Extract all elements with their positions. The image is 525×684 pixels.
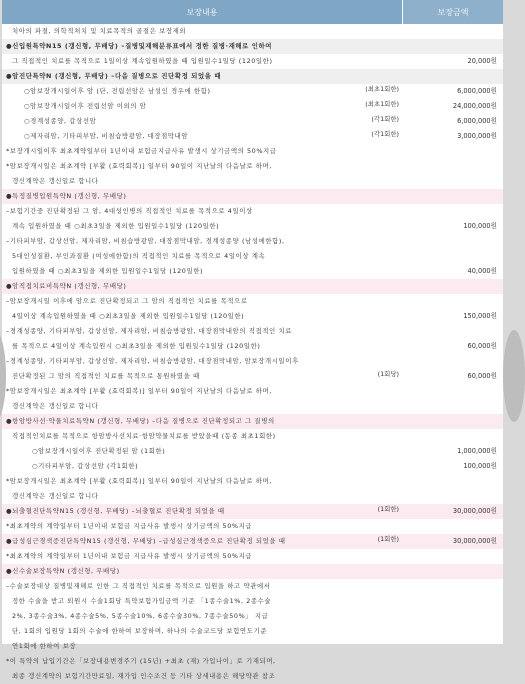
- table-row: [2, 99, 503, 114]
- row-content: ○암보장개시일이후 전립선암 이외의 암: [24, 102, 147, 110]
- row-amount: [402, 279, 503, 294]
- row-content: –경계성종양, 기타피부암, 갑상선암, 제자리암, 비침습방광암, 대장점막내암의 직접적인 치료: [6, 327, 292, 335]
- row-amount: [402, 519, 503, 534]
- row-amount: 30,000,000원: [402, 534, 503, 549]
- row-content: –수술보장대상 질병및재해로 인한 그 직접적인 치료를 목적으로 입원을 하고 약관에서: [6, 582, 271, 590]
- table-row: [2, 369, 503, 384]
- table-row: [2, 54, 503, 69]
- row-limit-note: (각1회한): [371, 115, 399, 123]
- table-row: [2, 489, 503, 504]
- table-row: [2, 69, 503, 84]
- row-amount: 1,000,000원: [457, 447, 497, 455]
- table-row: [2, 579, 503, 594]
- table-row: [2, 129, 503, 144]
- table-row: [2, 114, 503, 129]
- row-amount: [402, 639, 503, 654]
- table-row: [2, 594, 503, 609]
- row-amount: [402, 189, 503, 204]
- document-frame: [2, 0, 503, 680]
- coverage-table-body: [2, 24, 503, 684]
- row-content: ○암보장개시일이후 진단확정된 암 (1회한): [32, 447, 166, 455]
- row-content: ●특정질병입원특약N (갱신형, 무배당): [2, 189, 402, 204]
- row-content: *암보장개시일은 최초계약 [부활 (효력회복)] 일부터 90일이 지난날의 다음날로 하며,: [6, 162, 272, 170]
- row-limit-note: (1회한): [377, 535, 399, 543]
- row-amount: [402, 669, 503, 684]
- table-row: [2, 309, 503, 324]
- row-amount: [402, 429, 503, 444]
- table-row: [2, 39, 503, 54]
- row-content: *암보장개시일은 최초계약 [부활 (효력회복)] 일부터 90일이 지난날의 다음날로 하며,: [6, 477, 272, 485]
- row-content: 계속 입원하였을 때 ○최초3일을 제외한 입원일수1일당 (120일한): [12, 222, 220, 230]
- row-amount: [402, 249, 503, 264]
- row-limit-note: (1회한): [377, 505, 399, 513]
- row-content: ●신수술보장특약N (갱신형, 무배당): [2, 564, 402, 579]
- table-row: [2, 144, 503, 159]
- row-amount: [402, 609, 503, 624]
- row-content: 최종 갱신계약의 보험기간만료일, 재가입 인수조건 등 기타 상세내용은 해당약관 참조: [12, 672, 276, 680]
- row-limit-note: (1회당): [377, 370, 399, 378]
- row-amount: 60,000원: [467, 342, 497, 350]
- next-page-arrow[interactable]: [503, 330, 525, 422]
- table-row: [2, 609, 503, 624]
- table-row: [2, 399, 503, 414]
- row-content: 입원하였을 때 ○최초3일을 제외한 입원일수1일당 (120일한): [12, 267, 204, 275]
- row-content: ○기타피부암, 갑상선암 (각1회한): [32, 462, 139, 470]
- row-content: *암보장개시일은 최초계약 [부활 (효력회복)] 일부터 90일이 지난날의 다음날로 하며,: [6, 387, 272, 395]
- table-row: [2, 279, 503, 294]
- row-limit-note: (각1회한): [371, 130, 399, 138]
- row-content: ●항암방사선·약물치료특약N (갱신형, 무배당) –다음 질병으로 진단확정되고 그 질병의: [2, 414, 402, 429]
- table-row: [2, 84, 503, 99]
- table-row: [2, 174, 503, 189]
- row-amount: [402, 624, 503, 639]
- row-amount: 40,000원: [467, 267, 497, 275]
- row-amount: [402, 144, 503, 159]
- row-amount: [402, 474, 503, 489]
- row-content: –기타피부암, 갑상선암, 제자리암, 비침습방광암, 대장점막내암, 경계성종양 (남성에한함),: [6, 237, 285, 245]
- row-amount: [402, 174, 503, 189]
- table-row: [2, 624, 503, 639]
- table-row: [2, 219, 503, 234]
- row-amount: 100,000원: [463, 462, 497, 470]
- table-row: [2, 414, 503, 429]
- row-content: ○경계성종양, 갑상선암: [24, 117, 97, 125]
- row-amount: [402, 204, 503, 219]
- row-amount: [402, 324, 503, 339]
- row-amount: [402, 654, 503, 669]
- table-row: [2, 159, 503, 174]
- row-amount: [402, 69, 503, 84]
- row-content: 치아의 파절, 의학적처치 및 치료목적의 골절은 보장제외: [12, 27, 187, 35]
- row-amount: [402, 39, 503, 54]
- row-amount: 60,000원: [467, 372, 497, 380]
- table-row: [2, 294, 503, 309]
- table-header: [2, 0, 503, 24]
- row-content: *보장개시일이후 최초계약일부터 1년이내 보험금지급사유 발생시 상기금액의 50%지급: [6, 147, 277, 155]
- row-amount: [402, 579, 503, 594]
- table-row: [2, 24, 503, 39]
- table-row: [2, 504, 503, 519]
- table-row: [2, 249, 503, 264]
- row-content: ○암보장개시일이후 암 (단, 전립선암은 남성인 경우에 한함): [24, 87, 211, 95]
- row-content: –암보장개시일 이후에 암으로 진단확정되고 그 암의 직접적인 치료를 목적으로: [6, 297, 248, 305]
- table-row: [2, 324, 503, 339]
- row-content: 갱신계약은 갱신일로 합니다: [12, 492, 99, 500]
- row-content: 를 목적으로 4일이상 계속입원시 ○최초3일을 제외한 입원일수1일당 (120일한): [12, 342, 261, 350]
- row-content: 그 직접적인 치료를 목적으로 1일이상 계속입원하였을 때 입원일수1일당 (120일한): [12, 57, 273, 65]
- row-content: *이 특약의 납입기간은「보장내용변경주기 (15년) +최초 (재) 가입나이」로 기재되며,: [6, 657, 276, 665]
- row-amount: 6,000,000원: [457, 87, 497, 95]
- row-content: 직접적인치료를 목적으로 항암방사선치료·항암약물치료를 받았을때 (동종 최초1회한): [12, 432, 276, 440]
- row-amount: 100,000원: [463, 222, 497, 230]
- header-coverage-content: 보장내용: [2, 0, 403, 24]
- table-row: [2, 444, 503, 459]
- row-amount: [402, 24, 503, 39]
- row-amount: [402, 234, 503, 249]
- table-row: [2, 354, 503, 369]
- row-content: 정한 수술을 받고 퇴원시 수술1회당 특약보험가입금액 기준 「1종수술1%, 2종수술: [12, 597, 272, 605]
- row-amount: [402, 159, 503, 174]
- row-content: 갱신계약은 갱신일로 합니다: [12, 177, 99, 185]
- table-row: [2, 639, 503, 654]
- row-content: –보험기간중 진단확정된 그 암, 4대성인병의 직접적인 치료를 목적으로 4일이상: [6, 207, 253, 215]
- row-content: ●암진단특약N (갱신형, 무배당) –다음 질병으로 진단확정 되었을 때: [2, 69, 402, 84]
- row-amount: [402, 549, 503, 564]
- row-amount: 30,000,000원: [402, 504, 503, 519]
- row-amount: [402, 564, 503, 579]
- row-limit-note: (최초1회한): [365, 85, 399, 93]
- row-content: ○제자리암, 기타피부암, 비침습방광암, 대장점막내암: [24, 132, 189, 140]
- table-row: [2, 534, 503, 549]
- row-amount: [402, 384, 503, 399]
- table-row: [2, 234, 503, 249]
- table-row: [2, 519, 503, 534]
- row-amount: 6,000,000원: [457, 117, 497, 125]
- row-amount: [402, 354, 503, 369]
- table-row: [2, 189, 503, 204]
- row-content: 갱신계약은 갱신일로 합니다: [12, 402, 99, 410]
- row-amount: [402, 489, 503, 504]
- row-amount: 150,000원: [463, 312, 497, 320]
- row-content: 2%, 3종수술3%, 4종수술5%, 5종수술10%, 6종수술30%, 7종수술50%」 지급: [12, 612, 269, 620]
- row-content: ●암직접치료비특약N (갱신형, 무배당): [2, 279, 402, 294]
- header-coverage-amount: 보장금액: [403, 0, 503, 24]
- row-amount: [402, 399, 503, 414]
- row-content: –경계성종양, 기타피부암, 갑상선암, 제자리암, 비침습방광암, 대장점막내암, 암보장개시일이후: [6, 357, 299, 365]
- row-content: 4일이상 계속입원하였을 때 ○최초3일을 제외한 입원일수1일당 (120일한): [12, 312, 245, 320]
- row-content: *최초계약의 계약일부터 1년이내 보험금 지급사유 발생시 상기금액의 50%지급: [6, 552, 253, 560]
- table-row: [2, 564, 503, 579]
- table-row: [2, 474, 503, 489]
- row-content: 연1회에 한하여 보장: [12, 642, 77, 650]
- table-row: [2, 654, 503, 669]
- row-amount: 20,000원: [467, 57, 497, 65]
- row-limit-note: (최초1회한): [365, 100, 399, 108]
- row-content: 진단확정된 그 암의 직접적인 치료를 목적으로 통원하였을 때: [12, 372, 200, 380]
- row-amount: [402, 414, 503, 429]
- table-row: [2, 459, 503, 474]
- table-row: [2, 339, 503, 354]
- row-content: 단, 1회의 입원당 1회의 수술에 한하여 보장하며, 하나의 수술코드당 보험연도기준: [12, 627, 268, 635]
- table-row: [2, 549, 503, 564]
- row-amount: [402, 294, 503, 309]
- table-row: [2, 429, 503, 444]
- table-row: [2, 384, 503, 399]
- table-row: [2, 669, 503, 684]
- row-content: ●신입원특약N15 (갱신형, 무배당) –질병및재해분류표에서 정한 질병·재해로 인하여: [2, 39, 402, 54]
- row-amount: 3,000,000원: [457, 132, 497, 140]
- table-row: [2, 264, 503, 279]
- table-row: [2, 204, 503, 219]
- row-amount: 24,000,000원: [452, 102, 497, 110]
- row-content: *최초계약의 계약일부터 1년이내 보험금 지급사유 발생시 상기금액의 50%지급: [6, 522, 253, 530]
- row-content: ●급성심근경색증진단특약N15 (갱신형, 무배당) –급성심근경색증으로 진단확정 되었을 때: [2, 534, 402, 549]
- row-content: 5대인성질환, 부인과질환 (여성에한함)의 직접적인 치료를 목적으로 4일이상 계속: [12, 252, 266, 260]
- row-content: ●뇌출혈진단특약N15 (갱신형, 무배당) –뇌출혈로 진단확정 되었을 때: [2, 504, 402, 519]
- row-amount: [402, 594, 503, 609]
